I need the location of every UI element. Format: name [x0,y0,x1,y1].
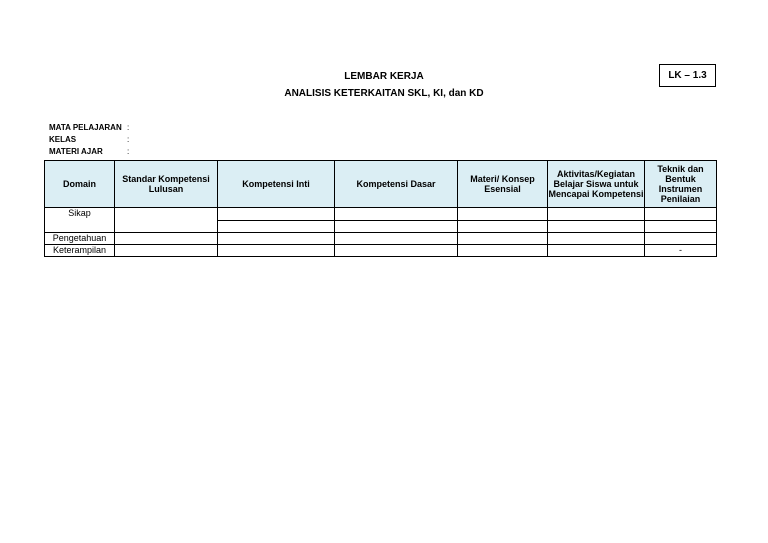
meta-label-class: KELAS [49,135,77,144]
worksheet-code-box: LK – 1.3 [659,64,716,87]
table-cell[interactable] [335,220,458,233]
worksheet-title: LEMBAR KERJA [344,71,424,82]
col-header-materi: Materi/ Konsep Esensial [458,161,548,208]
meta-row-class [49,134,130,146]
table-cell[interactable] [458,233,548,245]
col-header-domain: Domain [45,161,115,208]
table-cell[interactable] [218,208,335,221]
table-cell[interactable] [335,208,458,221]
table-cell[interactable] [548,208,645,221]
table-cell[interactable] [218,233,335,245]
meta-section [49,122,130,158]
domain-cell-keterampilan: Keterampilan [45,245,115,257]
table-cell[interactable] [335,233,458,245]
table-cell[interactable] [548,245,645,257]
worksheet-subtitle: ANALISIS KETERKAITAN SKL, KI, dan KD [284,88,484,99]
meta-label-material: MATERI AJAR [49,147,103,156]
col-header-penilaian: Teknik dan Bentuk Instrumen Penilaian [645,161,717,208]
domain-cell-pengetahuan: Pengetahuan [45,233,115,245]
col-header-ki: Kompetensi Inti [218,161,335,208]
table-cell[interactable] [115,208,218,233]
table-row [45,208,717,221]
col-header-skl: Standar Kompetensi Lulusan [115,161,218,208]
meta-colon: : [127,147,130,156]
table-cell[interactable] [458,208,548,221]
analysis-table [44,160,717,257]
table-cell[interactable] [645,208,717,221]
meta-colon: : [127,123,130,132]
table-cell[interactable] [458,245,548,257]
domain-cell-sikap: Sikap [45,208,115,233]
table-cell[interactable] [548,233,645,245]
table-cell[interactable] [218,220,335,233]
table-cell[interactable] [218,245,335,257]
table-cell[interactable] [548,220,645,233]
table-cell[interactable] [645,220,717,233]
table-row [45,245,717,257]
table-header-row [45,161,717,208]
table-cell[interactable] [458,220,548,233]
table-cell[interactable] [115,233,218,245]
table-cell[interactable] [115,245,218,257]
table-cell-dash[interactable]: - [645,245,717,257]
table-cell[interactable] [335,245,458,257]
meta-label-subject: MATA PELAJARAN [49,123,122,132]
meta-row-material [49,146,130,158]
col-header-aktivitas: Aktivitas/Kegiatan Belajar Siswa untuk Mencapai Kompetensi [548,161,645,208]
table-row [45,233,717,245]
col-header-kd: Kompetensi Dasar [335,161,458,208]
meta-colon: : [127,135,130,144]
meta-row-subject [49,122,130,134]
table-cell[interactable] [645,233,717,245]
